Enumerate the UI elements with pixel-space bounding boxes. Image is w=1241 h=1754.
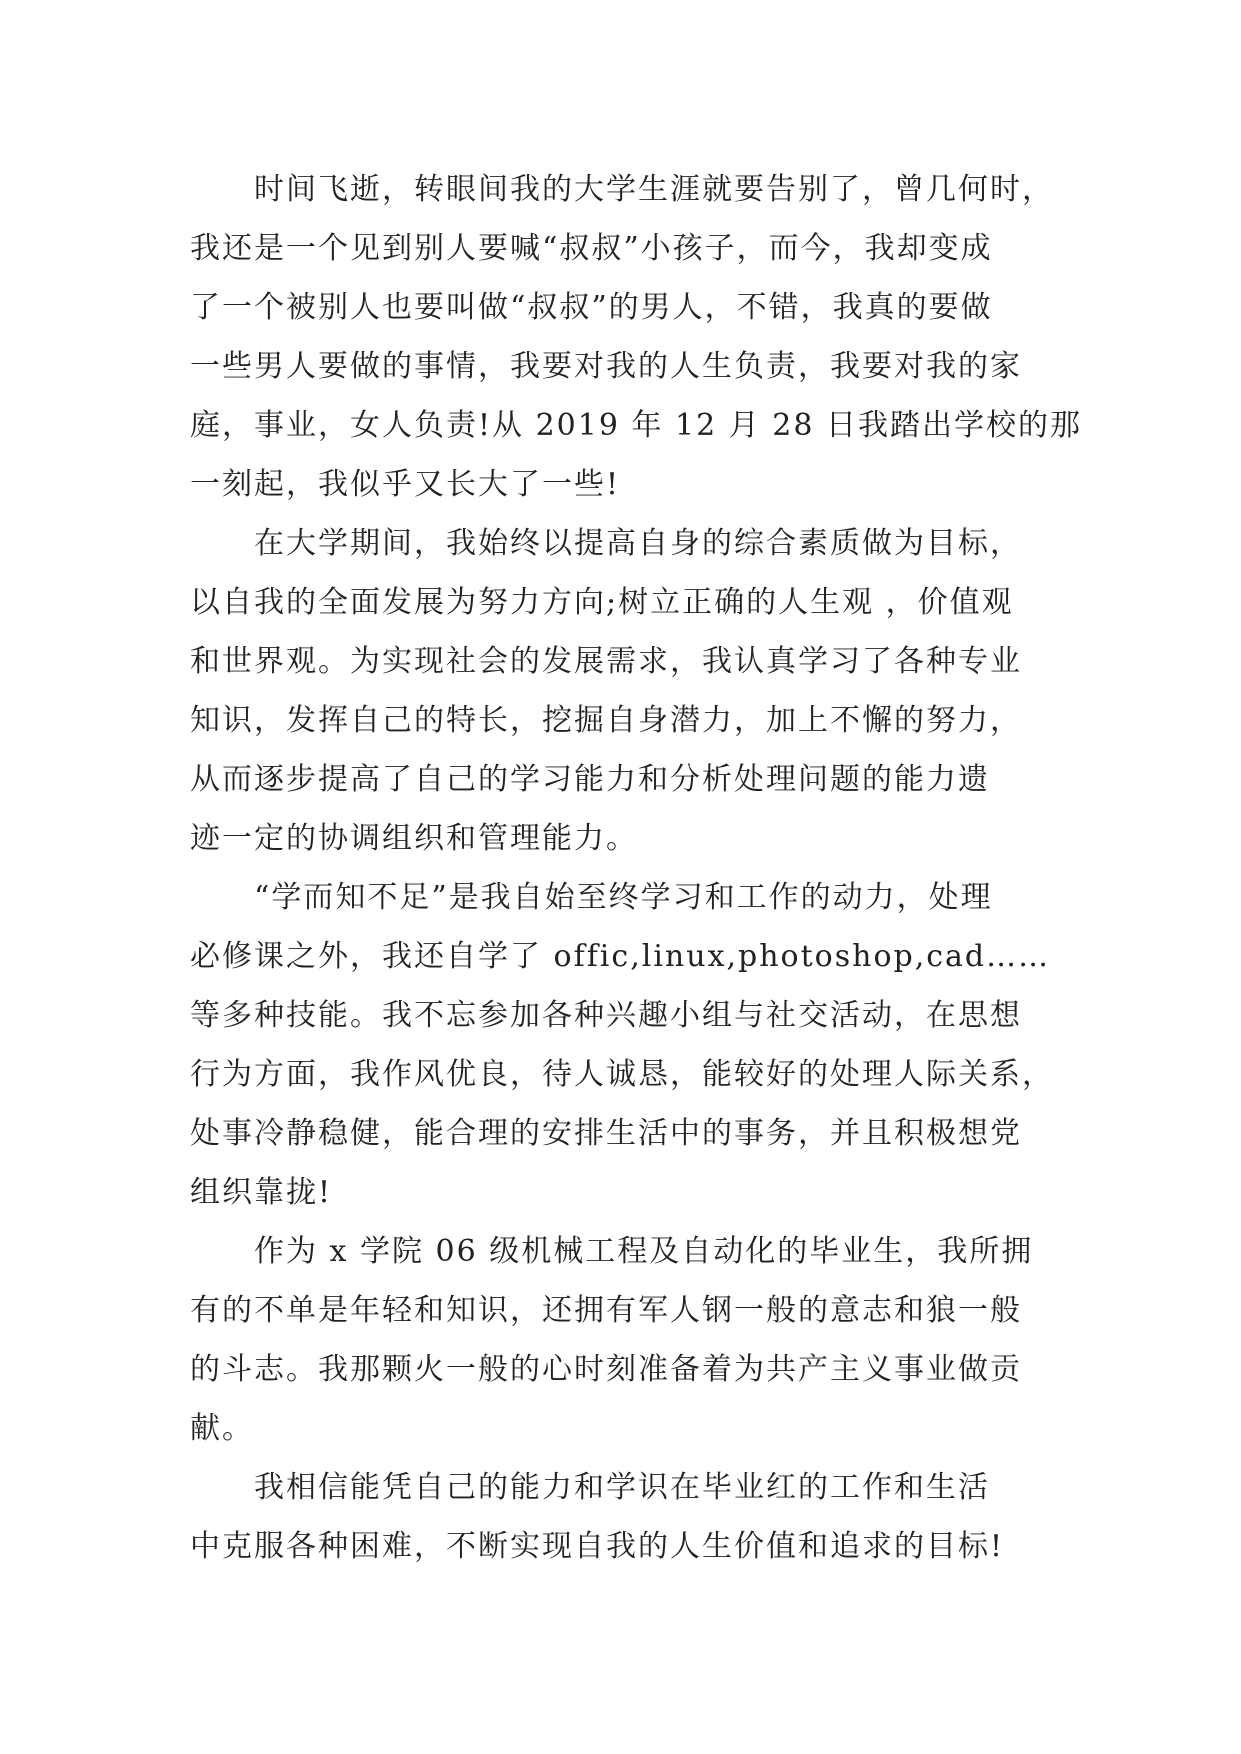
paragraph-line: 迹一定的协调组织和管理能力。 (190, 821, 638, 856)
paragraph-line: 行为方面，我作风优良，待人诚恳，能较好的处理人际关系， (190, 1057, 1054, 1092)
paragraph-line: 我还是一个见到别人要喊“叔叔”小孩子，而今，我却变成 (190, 231, 993, 266)
paragraph-line: 时间飞逝，转眼间我的大学生涯就要告别了，曾几何时， (254, 172, 1054, 207)
paragraph-line: 的斗志。我那颗火一般的心时刻准备着为共产主义事业做贡 (190, 1352, 1022, 1387)
paragraph-line: 献。 (190, 1411, 254, 1446)
paragraph-line: “学而知不足”是我自始至终学习和工作的动力，处理 (254, 880, 993, 915)
paragraph-line: 以自我的全面发展为努力方向;树立正确的人生观 ，价值观 (190, 585, 1014, 620)
paragraph-line: 有的不单是年轻和知识，还拥有军人钢一般的意志和狼一般 (190, 1293, 1022, 1328)
paragraph-line: 必修课之外，我还自学了 offic,linux,photoshop,cad…… (190, 939, 1051, 974)
paragraph-line: 庭，事业，女人负责!从 2019 年 12 月 28 日我踏出学校的那 (190, 408, 1082, 443)
paragraph-line: 我相信能凭自己的能力和学识在毕业红的工作和生活 (254, 1470, 990, 1505)
paragraph-2 (190, 514, 1070, 868)
paragraph-3 (190, 868, 1070, 1222)
paragraph-line: 处事冷静稳健，能合理的安排生活中的事务，并且积极想党 (190, 1116, 1022, 1151)
document-body (190, 160, 1082, 1576)
paragraph-line: 在大学期间，我始终以提高自身的综合素质做为目标， (254, 526, 1022, 561)
paragraph-line: 一些男人要做的事情，我要对我的人生负责，我要对我的家 (190, 349, 1022, 384)
paragraph-line: 中克服各种困难，不断实现自我的人生价值和追求的目标! (190, 1529, 1005, 1564)
paragraph-line: 一刻起，我似乎又长大了一些! (190, 467, 621, 502)
paragraph-line: 等多种技能。我不忘参加各种兴趣小组与社交活动，在思想 (190, 998, 1022, 1033)
paragraph-line: 知识，发挥自己的特长，挖掘自身潜力，加上不懈的努力， (190, 703, 1022, 738)
paragraph-4 (190, 1222, 1070, 1458)
paragraph-1 (190, 160, 1082, 514)
paragraph-line: 从而逐步提高了自己的学习能力和分析处理问题的能力遗 (190, 762, 990, 797)
paragraph-line: 了一个被别人也要叫做“叔叔”的男人，不错，我真的要做 (190, 290, 993, 325)
paragraph-5 (190, 1458, 1070, 1576)
paragraph-line: 和世界观。为实现社会的发展需求，我认真学习了各种专业 (190, 644, 1022, 679)
paragraph-line: 作为 x 学院 06 级机械工程及自动化的毕业生，我所拥 (254, 1234, 1034, 1269)
paragraph-line: 组织靠拢! (190, 1175, 333, 1210)
